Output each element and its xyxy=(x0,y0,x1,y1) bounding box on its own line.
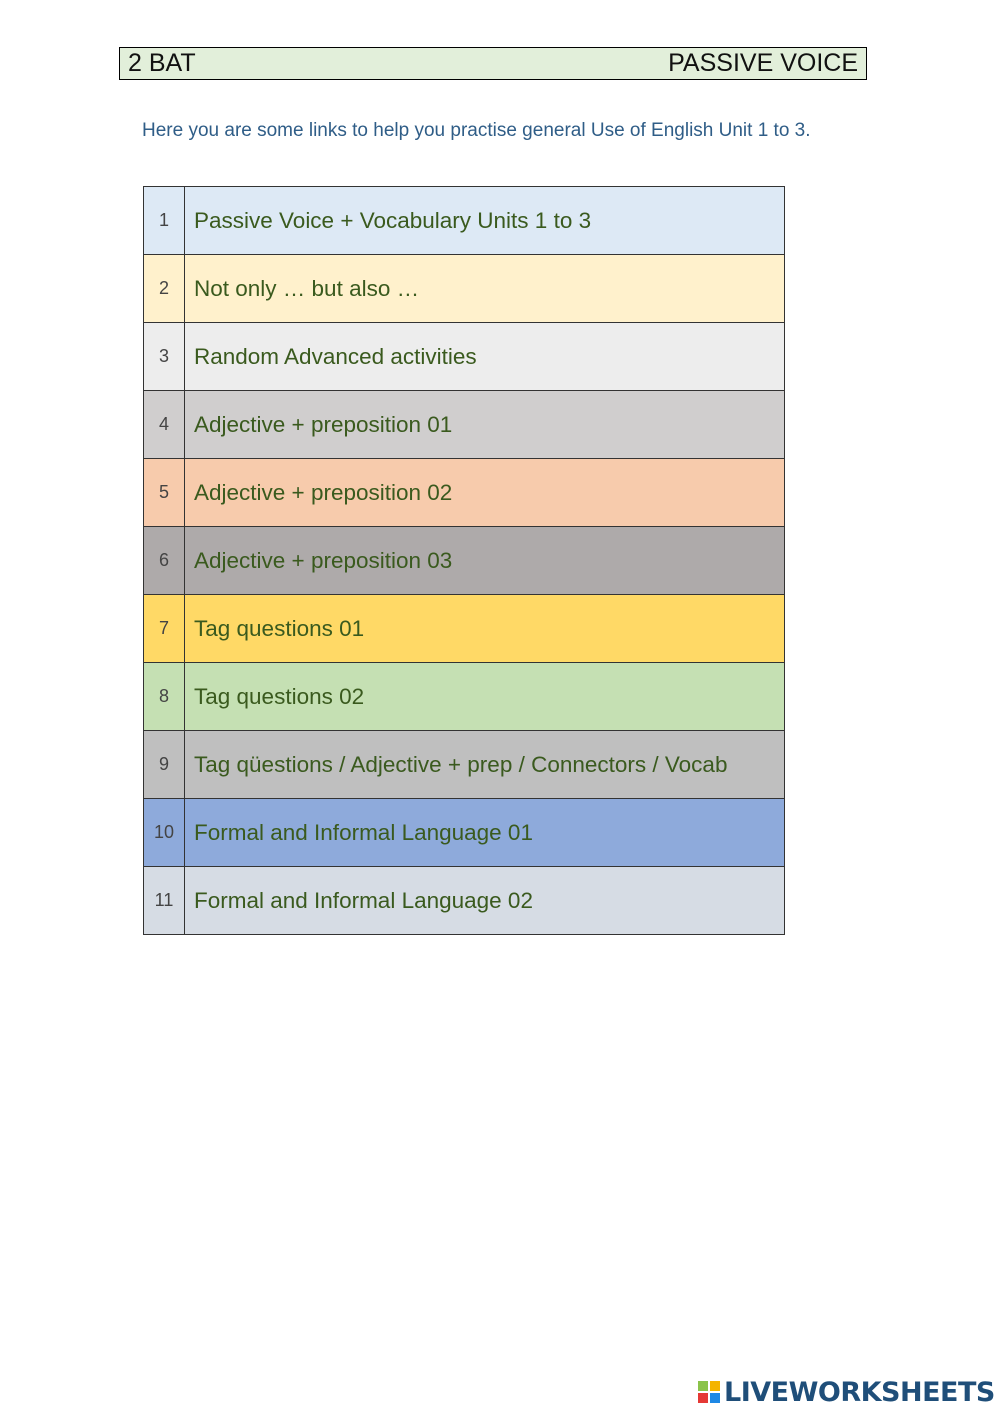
table-row xyxy=(144,731,785,799)
table-row xyxy=(144,391,785,459)
activity-link[interactable]: Passive Voice + Vocabulary Units 1 to 3 xyxy=(185,187,785,255)
activity-link[interactable]: Adjective + preposition 02 xyxy=(185,459,785,527)
row-number: 8 xyxy=(144,663,185,731)
class-label: 2 BAT xyxy=(128,49,196,77)
row-number: 5 xyxy=(144,459,185,527)
activity-link[interactable]: Random Advanced activities xyxy=(185,323,785,391)
table-row xyxy=(144,527,785,595)
row-number: 6 xyxy=(144,527,185,595)
activity-link[interactable]: Adjective + preposition 01 xyxy=(185,391,785,459)
worksheet-header xyxy=(119,47,867,80)
activity-link[interactable]: Formal and Informal Language 02 xyxy=(185,867,785,935)
liveworksheets-logo-icon xyxy=(698,1381,720,1403)
topic-title: PASSIVE VOICE xyxy=(668,49,858,77)
activity-link[interactable]: Tag questions 01 xyxy=(185,595,785,663)
activity-link[interactable]: Adjective + preposition 03 xyxy=(185,527,785,595)
table-row xyxy=(144,663,785,731)
activity-link[interactable]: Not only … but also … xyxy=(185,255,785,323)
row-number: 1 xyxy=(144,187,185,255)
table-row xyxy=(144,459,785,527)
activity-link[interactable]: Formal and Informal Language 01 xyxy=(185,799,785,867)
liveworksheets-logo xyxy=(698,1377,995,1407)
row-number: 7 xyxy=(144,595,185,663)
table-row xyxy=(144,187,785,255)
row-number: 4 xyxy=(144,391,185,459)
row-number: 11 xyxy=(144,867,185,935)
table-row xyxy=(144,323,785,391)
table-row xyxy=(144,799,785,867)
row-number: 9 xyxy=(144,731,185,799)
row-number: 3 xyxy=(144,323,185,391)
row-number: 2 xyxy=(144,255,185,323)
intro-text: Here you are some links to help you practise general Use of English Unit 1 to 3. xyxy=(142,120,811,141)
activity-link[interactable]: Tag questions 02 xyxy=(185,663,785,731)
activity-link[interactable]: Tag qüestions / Adjective + prep / Connectors / Vocab xyxy=(185,731,785,799)
row-number: 10 xyxy=(144,799,185,867)
table-row xyxy=(144,595,785,663)
table-row xyxy=(144,255,785,323)
links-table xyxy=(143,186,785,935)
table-row xyxy=(144,867,785,935)
logo-text: LIVEWORKSHEETS xyxy=(724,1376,995,1408)
